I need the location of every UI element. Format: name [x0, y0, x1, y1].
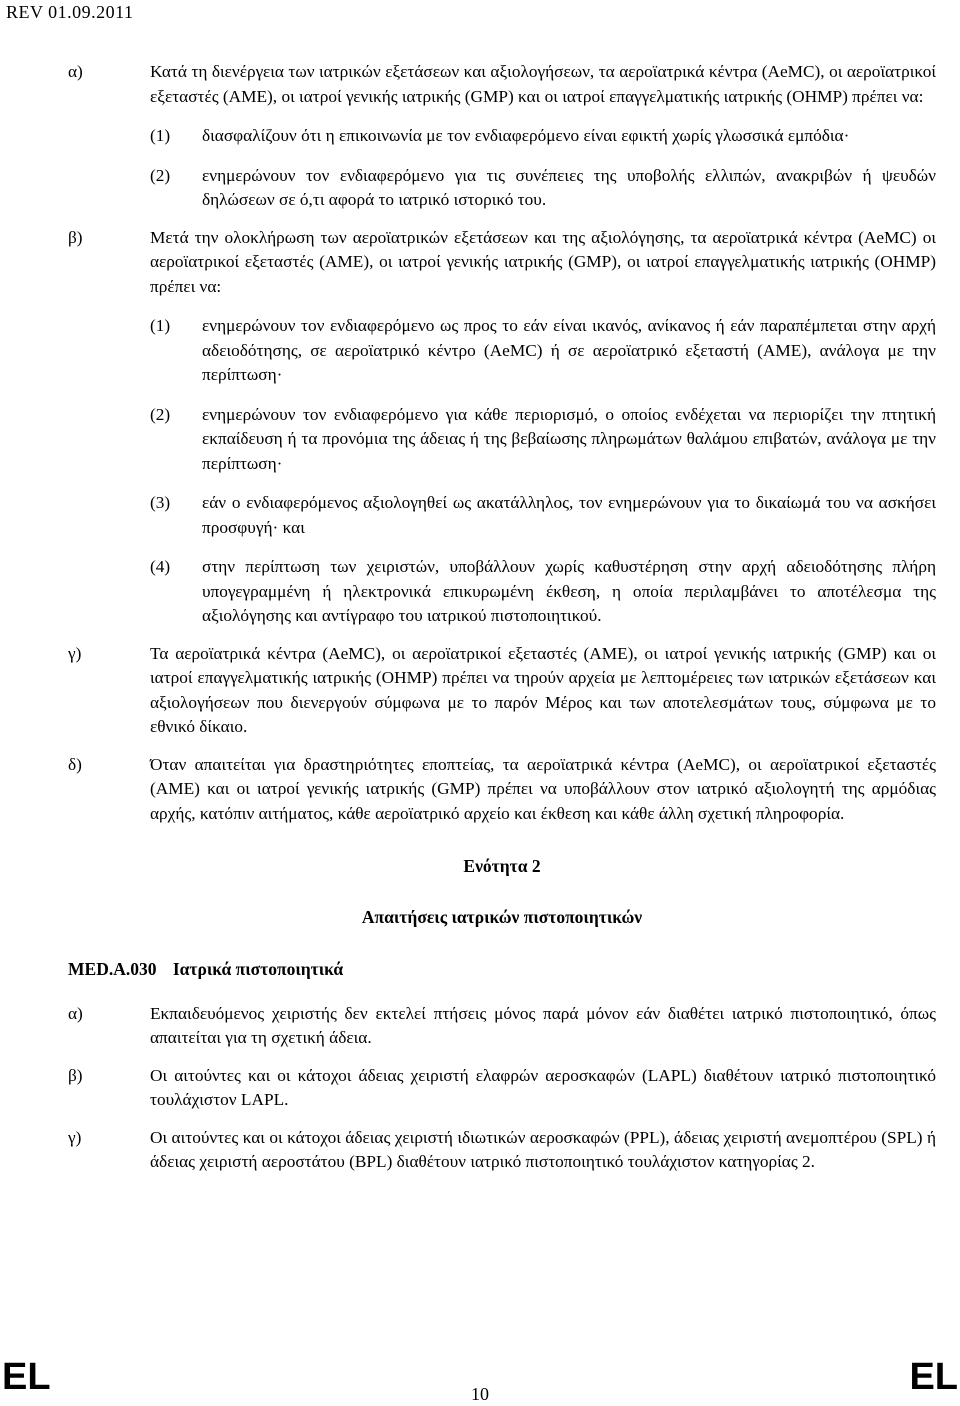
sub-item: [150, 124, 936, 149]
item-text: Κατά τη διενέργεια των ιατρικών εξετάσεων και αξιολογήσεων, τα αεροϊατρικά κέντρα (AeMC), οι αεροϊατρικοί εξεταστές (AME), οι ιατροί γενικής ιατρικής (GMP) και οι ιατροί επαγγελματικής ιατρικής (OHMP) πρέπει να:: [150, 62, 936, 106]
sub-item-text: εάν ο ενδιαφερόμενος αξιολογηθεί ως ακατάλληλος, τον ενημερώνουν για το δικαίωμά του να ασκήσει προσφυγή· και: [202, 493, 936, 537]
item-text: Οι αιτούντες και οι κάτοχοι άδειας χειριστή ιδιωτικών αεροσκαφών (PPL), άδειας χειριστή ανεμοπτέρου (SPL) ή άδειας χειριστή αεροστάτου (BPL) διαθέτουν ιατρικό πιστοποιητικό τουλάχιστον κατηγορίας 2.: [150, 1127, 936, 1171]
sub-item-text: στην περίπτωση των χειριστών, υποβάλλουν χωρίς καθυστέρηση στην αρχή αδειοδότησης πλήρη υπογεγραμμένη ή ηλεκτρονικά επικυρωμένη έκθεση, η οποία περιλαμβάνει το αποτέλεσμα της αξιολόγησης και αντίγραφο του ιατρικού πιστοποιητικού.: [202, 557, 936, 625]
sub-item-label: (2): [150, 165, 171, 185]
sub-item-label: (1): [150, 316, 171, 335]
sub-item-text: ενημερώνουν τον ενδιαφερόμενο ως προς το εάν είναι ικανός, ανίκανος ή εάν παραπέμπεται στην αρχή αδειοδότησης, σε αεροϊατρικό κέντρο (AeMC) ή σε αεροϊατρικό εξεταστή (AME), ανάλογα με την περίπτωση·: [202, 316, 936, 384]
section-subtitle: Απαιτήσεις ιατρικών πιστοποιητικών: [361, 906, 643, 927]
list-item: [68, 1064, 936, 1113]
sub-item-text: ενημερώνουν τον ενδιαφερόμενο για κάθε περιορισμό, ο οποίος ενδέχεται να περιορίζει την πτητική εκπαίδευση ή τα προνόμια της άδειας ή της βεβαίωσης πληρωμάτων θαλάμου επιβατών, ανάλογα με την περίπτωση·: [202, 404, 936, 473]
article-heading: [68, 957, 936, 982]
item-text: Όταν απαιτείται για δραστηριότητες εποπτείας, τα αεροϊατρικά κέντρα (AeMC), οι αεροϊατρικοί εξεταστές (AME) και οι ιατροί γενικής ιατρικής (GMP) πρέπει να υποβάλλουν στον ιατρικό αξιολογητή της αρμόδιας αρχής, κατόπιν αιτήματος, κάθε αεροϊατρικό αρχείο και έκθεση και κάθε άλλη σχετική πληροφορία.: [150, 754, 936, 823]
item-label: γ): [68, 643, 82, 663]
item-label: β): [68, 1065, 83, 1085]
footer-language-right: EL: [909, 1356, 958, 1398]
section-title: Ενότητα 2: [463, 856, 541, 876]
list-item: [68, 642, 936, 740]
footer-language-left: EL: [2, 1356, 51, 1398]
sub-item: [150, 491, 936, 540]
sub-item-label: (3): [150, 493, 171, 512]
item-text: Οι αιτούντες και οι κάτοχοι άδειας χειριστή ελαφρών αεροσκαφών (LAPL) διαθέτουν ιατρικό πιστοποιητικό τουλάχιστον LAPL.: [150, 1065, 936, 1109]
page-number: 10: [471, 1384, 489, 1404]
revision-header: REV 01.09.2011: [6, 2, 134, 22]
item-label: γ): [68, 1127, 82, 1147]
sub-item: [150, 314, 936, 388]
sub-item-text: ενημερώνουν τον ενδιαφερόμενο για τις συνέπειες της υποβολής ελλιπών, ανακριβών ή ψευδών δηλώσεων σε ό,τι αφορά το ιατρικό ιστορικό του.: [202, 165, 936, 209]
list-item: [68, 1002, 936, 1051]
sub-item-text: διασφαλίζουν ότι η επικοινωνία με τον ενδιαφερόμενο είναι εφικτή χωρίς γλωσσικά εμπόδια·: [202, 126, 850, 145]
list-item: [68, 60, 936, 213]
sub-item: [150, 555, 936, 629]
item-label: α): [68, 62, 83, 81]
item-text: Εκπαιδευόμενος χειριστής δεν εκτελεί πτήσεις μόνος παρά μόνον εάν διαθέτει ιατρικό πιστοποιητικό, όπως απαιτείται για τη σχετική άδεια.: [150, 1003, 936, 1047]
list-item: [68, 226, 936, 629]
document-body: [68, 60, 936, 1188]
item-label: δ): [68, 754, 82, 774]
sub-item: [150, 403, 936, 477]
item-label: β): [68, 227, 83, 247]
article-code: MED.A.030: [68, 959, 157, 979]
sub-item-label: (1): [150, 126, 171, 145]
list-item: [68, 1126, 936, 1175]
list-item: [68, 753, 936, 827]
item-label: α): [68, 1003, 83, 1023]
sub-item-label: (2): [150, 404, 171, 424]
item-text: Τα αεροϊατρικά κέντρα (AeMC), οι αεροϊατρικοί εξεταστές (AME), οι ιατροί γενικής ιατρικής (GMP) και οι ιατροί επαγγελματικής ιατρικής (OHMP) πρέπει να τηρούν αρχεία με λεπτομέρειες των ιατρικών εξετάσεων και αξιολογήσεων που διενεργούν σύμφωνα με το παρόν Μέρος και των αποτελεσμάτων τους, σύμφωνα με το εθνικό δίκαιο.: [150, 643, 936, 736]
item-text: Μετά την ολοκλήρωση των αεροϊατρικών εξετάσεων και της αξιολόγησης, τα αεροϊατρικά κέντρα (AeMC) οι αεροϊατρικοί εξεταστές (AME), οι ιατροί γενικής ιατρικής (GMP), οι ιατροί επαγγελματικής ιατρικής (OHMP) πρέπει να:: [150, 227, 936, 296]
sub-item-label: (4): [150, 557, 171, 576]
sub-item: [150, 164, 936, 213]
article-title: Ιατρικά πιστοποιητικά: [172, 959, 344, 979]
